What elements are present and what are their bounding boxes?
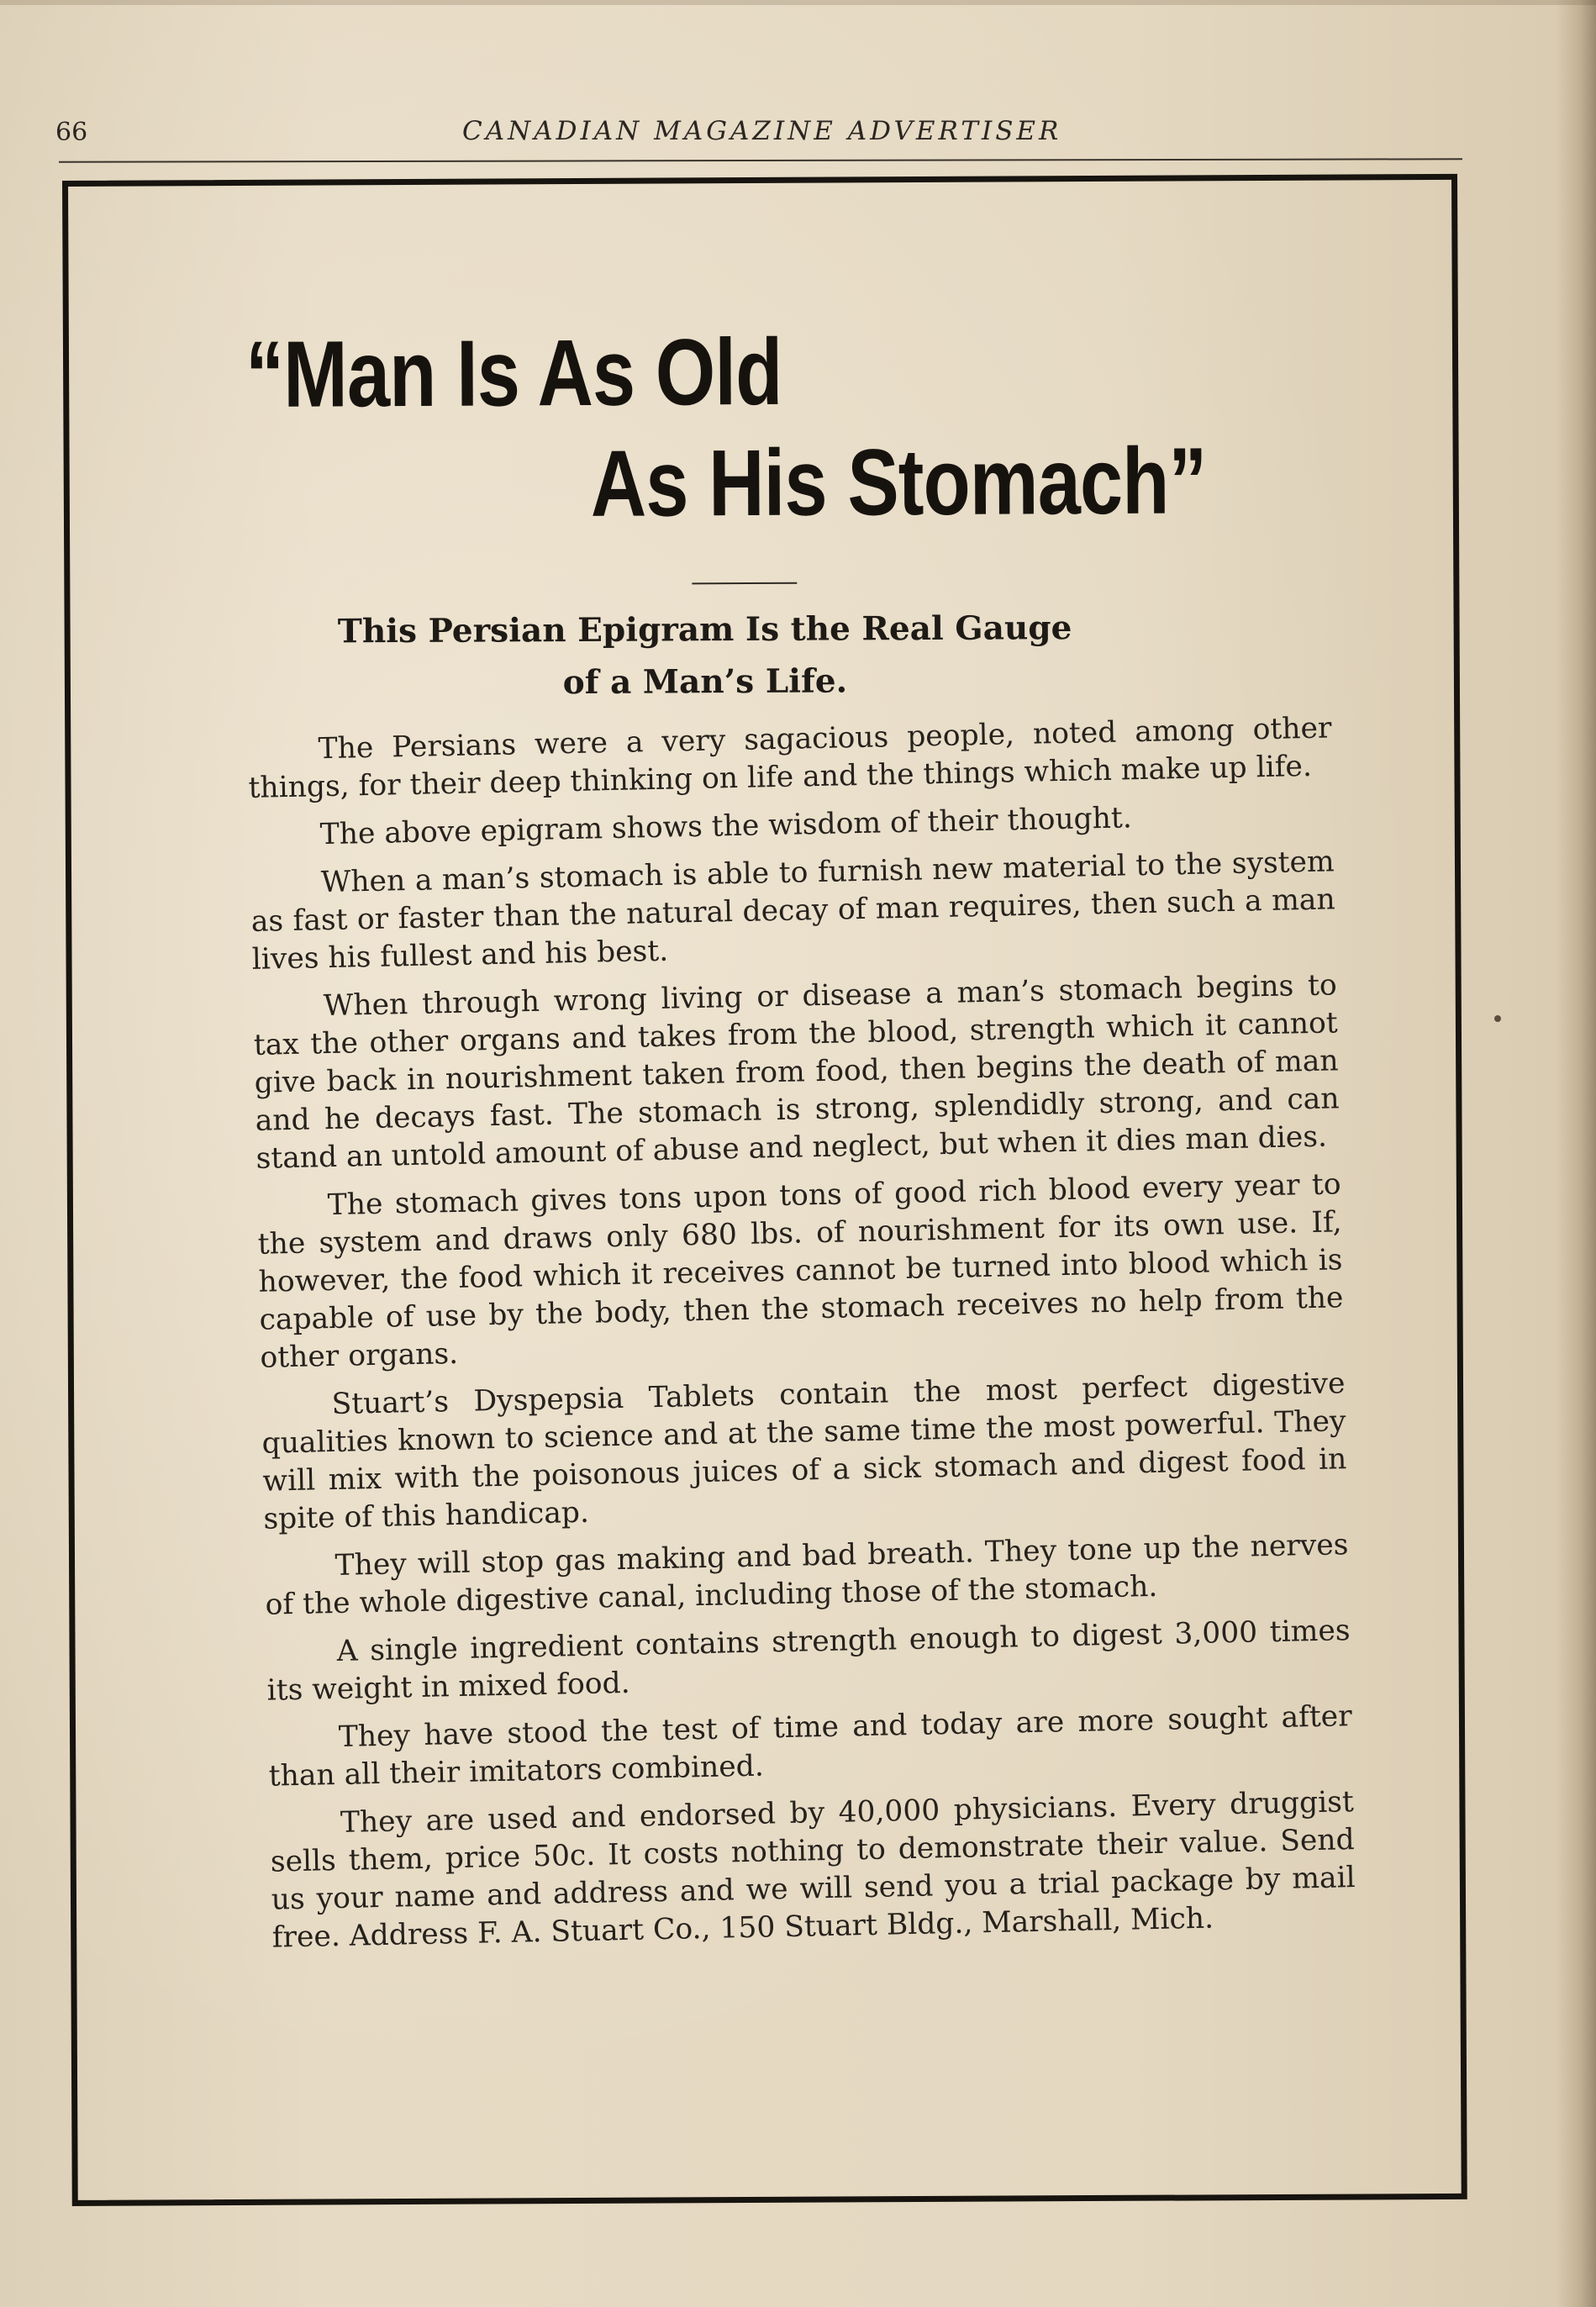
headline-line-1: “Man Is As Old [245, 319, 782, 427]
paragraph-persians: The Persians were a very sagacious people, noted among other things, for their deep thinking on life and the things which make up life. [248, 711, 1332, 805]
binding-shadow [1556, 0, 1596, 2307]
paragraph-wrong-living: When through wrong living or disease a man’s stomach begins to tax the other organs and takes from the blood, strength which it cannot give back in nourishment taken from food, then begins the death of man and he decays fast. The stomach is strong, splendidly strong, and can stand an untold amount of abuse and neglect, but when it dies man dies. [253, 968, 1340, 1176]
page-number: 66 [55, 118, 88, 147]
paragraph-dyspepsia-tablets: Stuart’s Dyspepsia Tablets contain the most perfect digestive qualities known to science and at the same time the most powerful. They will mix with the poisonous juices of a sick stomach and digest food in spite of this handicap. [261, 1367, 1347, 1536]
subheading [255, 602, 1155, 710]
subheading-line-2: of a Man’s Life. [562, 661, 848, 703]
paragraph-rich-blood: The stomach gives tons upon tons of good rich blood every year to the system and draws only 680 lbs. of nourishment for its own use. If, however, the food which it receives cannot be turned into blood which is capable of use by the body, then the stomach receives no help from the other organs. [257, 1167, 1344, 1375]
advertisement-body [247, 709, 1356, 1967]
title-divider [692, 582, 797, 585]
paragraph-test-of-time: They have stood the test of time and today are more sought after than all their imitators combined. [268, 1699, 1353, 1793]
paragraph-stomach-furnish: When a man’s stomach is able to furnish new material to the system as fast or faster than the natural decay of man requires, then such a man lives his fullest and his best. [250, 845, 1336, 977]
subheading-line-1: This Persian Epigram Is the Real Gauge [337, 608, 1072, 651]
paragraph-stop-gas: They will stop gas making and bad breath. They tone up the nerves of the whole digestive canal, including those of the stomach. [265, 1528, 1349, 1622]
page-top-edge [0, 0, 1596, 5]
header-rule [59, 158, 1462, 162]
print-speck [1494, 1015, 1501, 1022]
headline-line-2: As His Stomach” [590, 428, 1207, 536]
advertisement-frame [62, 174, 1467, 2206]
running-header-title: CANADIAN MAGAZINE ADVERTISER [462, 116, 1062, 146]
paragraph-single-ingredient: A single ingredient contains strength enough to digest 3,000 times its weight in mixed food. [266, 1614, 1351, 1708]
paragraph-epigram: The above epigram shows the wisdom of their thought. [319, 801, 1133, 852]
paragraph-physicians-offer: They are used and endorsed by 40,000 physicians. Every druggist sells them, price 50c. It costs nothing to demonstrate their value. Send us your name and address and we will send you a trial package by mail free. Address F. A. Stuart Co., 150 Stuart Bldg., Marshall, Mich. [270, 1785, 1356, 1955]
